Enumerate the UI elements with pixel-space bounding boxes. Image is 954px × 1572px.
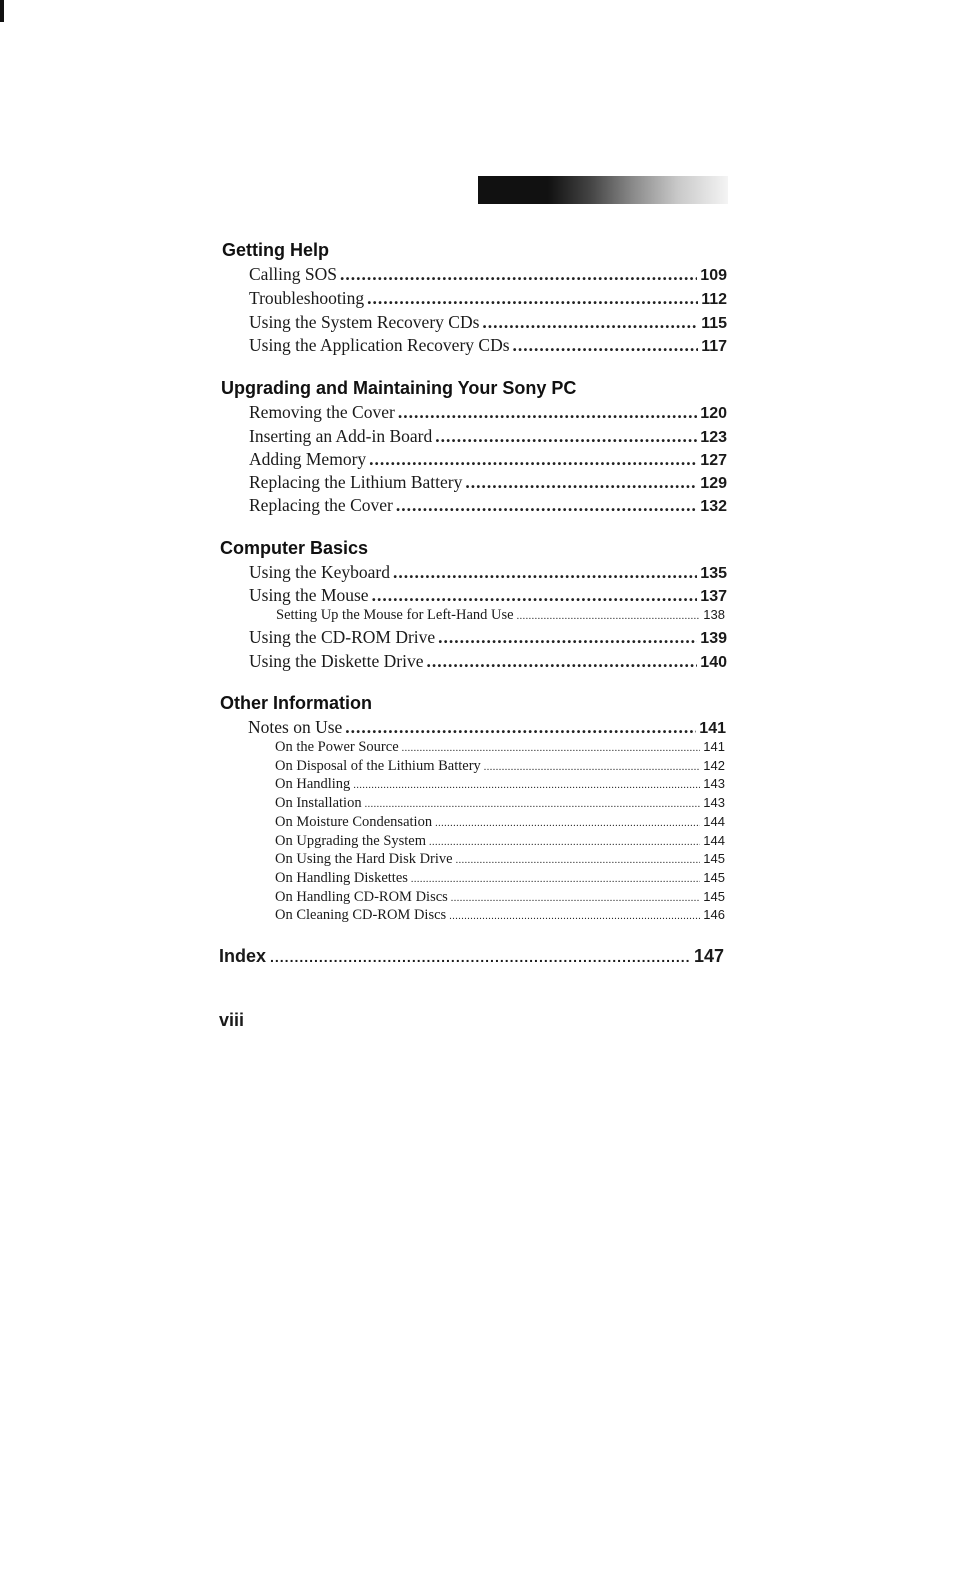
dot-leader — [393, 562, 697, 583]
toc-entry-label: Using the Keyboard — [249, 562, 390, 582]
toc-entry-label: Using the Application Recovery CDs — [249, 335, 510, 355]
dot-leader — [465, 472, 697, 493]
toc-entry-label: On Moisture Condensation — [275, 814, 433, 830]
toc-entry-page: 120 — [700, 405, 727, 422]
toc-entry-page: 132 — [700, 498, 727, 515]
toc-entry[interactable] — [249, 402, 727, 423]
dot-leader — [513, 335, 699, 356]
toc-entry-page: 141 — [699, 720, 726, 737]
toc-entry-page: 140 — [700, 654, 727, 671]
toc-entry-page: 135 — [700, 565, 727, 582]
toc-subentry[interactable] — [275, 739, 725, 756]
toc-subentry[interactable] — [275, 814, 725, 831]
dot-leader — [270, 949, 690, 965]
toc-entry[interactable] — [249, 335, 727, 356]
toc-entry[interactable] — [249, 312, 727, 333]
dot-leader — [345, 717, 696, 738]
toc-entry-label: Removing the Cover — [249, 402, 395, 422]
toc-entry-label: Replacing the Lithium Battery — [249, 472, 463, 492]
toc-entry-label: On Using the Hard Disk Drive — [275, 851, 453, 867]
toc-entry-label: Inserting an Add-in Board — [249, 426, 433, 446]
toc-entry-label: On Handling CD-ROM Discs — [275, 889, 448, 905]
toc-entry-page: 117 — [701, 338, 727, 355]
toc-subentry[interactable] — [275, 833, 725, 850]
dot-leader — [435, 426, 697, 447]
toc-entry-label: Adding Memory — [249, 449, 367, 469]
dot-leader — [449, 911, 700, 922]
section-title-upgrading: Upgrading and Maintaining Your Sony PC — [221, 378, 577, 398]
section-title-other-information: Other Information — [220, 693, 372, 713]
toc-subentry[interactable] — [275, 776, 725, 793]
dot-leader — [411, 874, 700, 885]
toc-entry-page: 109 — [700, 267, 727, 284]
dot-leader — [451, 893, 701, 904]
dot-leader — [402, 743, 701, 754]
toc-entry-label: On Upgrading the System — [275, 833, 427, 849]
toc-entry-label: Replacing the Cover — [249, 495, 393, 515]
toc-subentry[interactable] — [275, 889, 725, 906]
toc-entry-label: On Cleaning CD-ROM Discs — [275, 907, 447, 923]
index-page: 147 — [693, 946, 724, 966]
toc-entry[interactable] — [249, 495, 727, 516]
dot-leader — [367, 288, 698, 309]
toc-entry[interactable] — [249, 449, 727, 470]
toc-entry-page: 145 — [703, 851, 725, 866]
toc-entry[interactable] — [249, 426, 727, 447]
dot-leader — [429, 837, 700, 848]
toc-entry-page: 144 — [703, 814, 725, 829]
toc-entry-label: Setting Up the Mouse for Left-Hand Use — [276, 607, 514, 623]
dot-leader — [426, 651, 697, 672]
toc-subentry[interactable] — [275, 795, 725, 812]
toc-entry-page: 112 — [701, 291, 727, 308]
toc-entry-page: 146 — [703, 907, 725, 922]
toc-entry-page: 129 — [700, 475, 727, 492]
toc-entry-page: 123 — [700, 429, 727, 446]
toc-entry-page: 141 — [703, 739, 725, 754]
toc-entry-label: On the Power Source — [275, 739, 399, 755]
dot-leader — [438, 627, 697, 648]
toc-subentry[interactable] — [275, 907, 725, 924]
dot-leader — [398, 402, 697, 423]
dot-leader — [482, 312, 698, 333]
toc-subentry[interactable] — [276, 607, 725, 624]
dot-leader — [396, 495, 697, 516]
toc-entry-label: Calling SOS — [249, 264, 338, 284]
toc-entry-page: 145 — [703, 870, 725, 885]
toc-subentry[interactable] — [275, 851, 725, 868]
toc-entry-page: 142 — [703, 758, 725, 773]
toc-entry-label: Using the Mouse — [249, 585, 369, 605]
toc-entry-page: 115 — [701, 315, 727, 332]
dot-leader — [353, 780, 700, 791]
toc-entry-label: Using the Diskette Drive — [249, 651, 424, 671]
page-number-folio: viii — [219, 1010, 245, 1030]
chapter-header-bar — [478, 176, 728, 204]
section-title-computer-basics: Computer Basics — [220, 538, 369, 558]
toc-entry[interactable] — [249, 288, 727, 309]
toc-entry-page: 145 — [703, 889, 725, 904]
toc-index-entry[interactable] — [219, 946, 724, 967]
toc-entry-page: 139 — [700, 630, 727, 647]
toc-entry-page: 138 — [703, 607, 725, 622]
toc-entry-label: Troubleshooting — [249, 288, 365, 308]
dot-leader — [435, 818, 700, 829]
toc-entry-label: On Installation — [275, 795, 362, 811]
dot-leader — [456, 855, 701, 866]
toc-entry-label: Using the CD-ROM Drive — [249, 627, 436, 647]
dot-leader — [372, 585, 698, 606]
toc-entry-page: 143 — [703, 776, 725, 791]
dot-leader — [340, 264, 697, 285]
toc-subentry[interactable] — [275, 758, 725, 775]
dot-leader — [365, 799, 701, 810]
toc-entry[interactable] — [249, 627, 727, 648]
toc-entry-page: 137 — [700, 588, 727, 605]
index-label: Index — [219, 946, 267, 966]
dot-leader — [369, 449, 697, 470]
toc-entry[interactable] — [249, 264, 727, 285]
toc-entry[interactable] — [249, 472, 727, 493]
toc-entry-label: On Handling Diskettes — [275, 870, 408, 886]
scan-edge-mark — [0, 0, 4, 22]
toc-entry-page: 144 — [703, 833, 725, 848]
toc-entry-label: Using the System Recovery CDs — [249, 312, 480, 332]
toc-entry-label: On Disposal of the Lithium Battery — [275, 758, 481, 774]
section-title-getting-help: Getting Help — [222, 240, 329, 260]
toc-entry-label: On Handling — [275, 776, 351, 792]
toc-entry[interactable] — [249, 585, 727, 606]
toc-entry[interactable] — [249, 651, 727, 672]
toc-entry-page: 143 — [703, 795, 725, 810]
toc-entry[interactable] — [249, 562, 727, 583]
toc-entry[interactable] — [248, 717, 726, 738]
toc-entry-label: Notes on Use — [248, 717, 343, 737]
toc-subentry[interactable] — [275, 870, 725, 887]
toc-entry-page: 127 — [700, 452, 727, 469]
dot-leader — [484, 762, 701, 773]
dot-leader — [517, 611, 701, 622]
